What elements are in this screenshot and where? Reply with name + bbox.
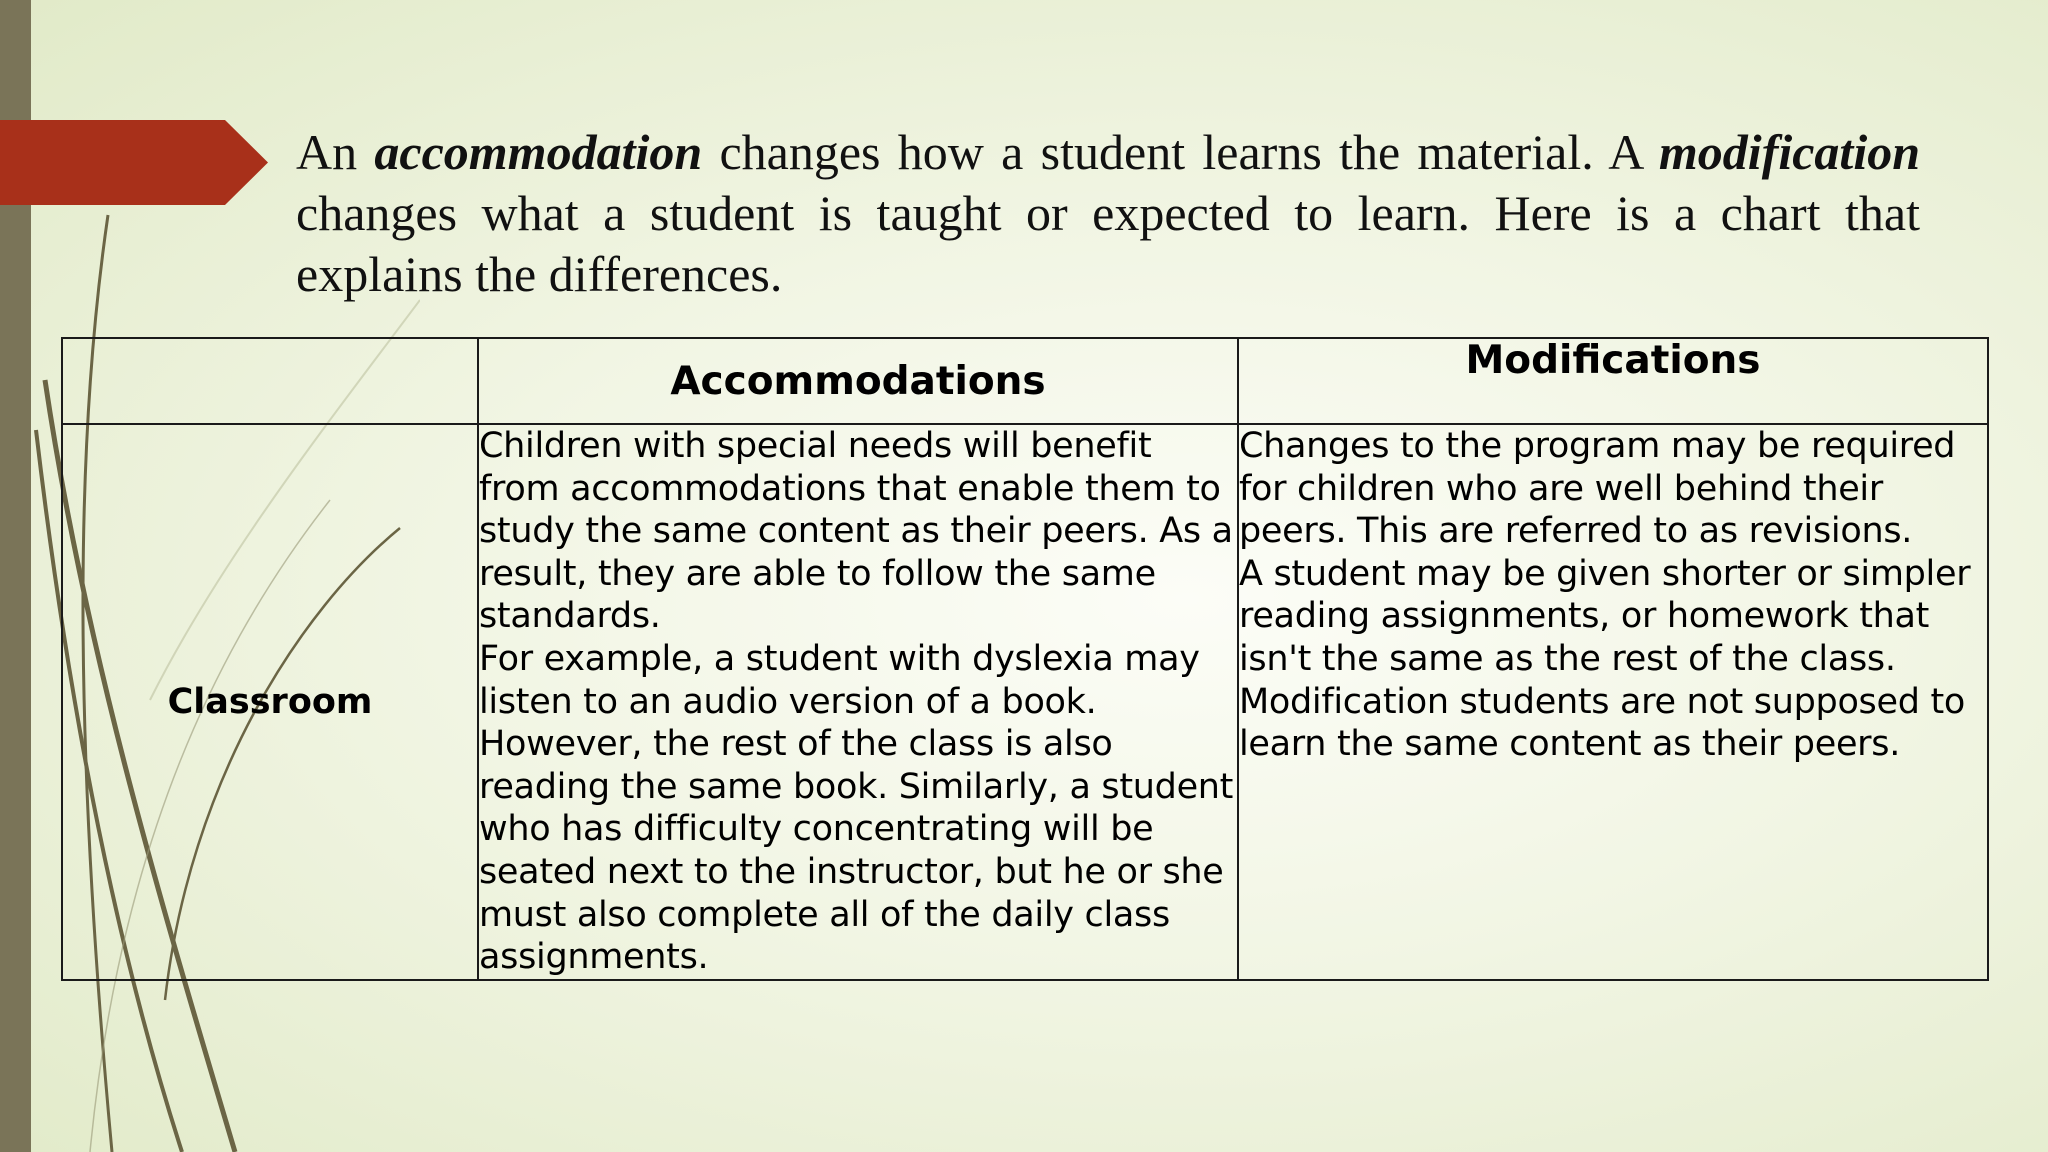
modifications-paragraph-2: A student may be given shorter or simpler reading assignments, or homework that isn't the same as the rest of the class. Modification students are not supposed to learn the same content as their peers. (1239, 553, 1971, 765)
modifications-paragraph-1: Changes to the program may be required for children who are well behind their peers. This are referred to as revisions. (1239, 426, 1956, 552)
intro-text-2: changes how a student learns the material. A (702, 124, 1659, 180)
term-accommodation: accommodation (374, 124, 703, 180)
intro-paragraph (296, 122, 1920, 305)
accommodations-paragraph-2: For example, a student with dyslexia may listen to an audio version of a book. However, the rest of the class is also reading the same book. Similarly, a student who has difficulty concentrating will be seated next to the instructor, but he or she must also complete all of the daily class assignments. (479, 638, 1234, 978)
intro-text-3: changes what a student is taught or expected to learn. Here is a chart that explains the differences. (296, 185, 1920, 302)
cell-accommodations-classroom (478, 424, 1238, 980)
arrow-tab-shape (0, 120, 268, 205)
term-modification: modification (1658, 124, 1921, 180)
row-label-classroom: Classroom (62, 424, 478, 980)
table-header-row (62, 338, 1988, 424)
header-modifications: Modifications (1238, 338, 1988, 424)
comparison-table (61, 337, 1989, 981)
header-cell-empty (62, 338, 478, 424)
cell-modifications-classroom (1238, 424, 1988, 980)
header-accommodations: Accommodations (478, 338, 1238, 424)
table-row-classroom (62, 424, 1988, 980)
intro-text-1: An (296, 124, 375, 180)
accommodations-paragraph-1: Children with special needs will benefit from accommodations that enable them to study the same content as their peers. As a result, they are able to follow the same standards. (479, 426, 1233, 637)
